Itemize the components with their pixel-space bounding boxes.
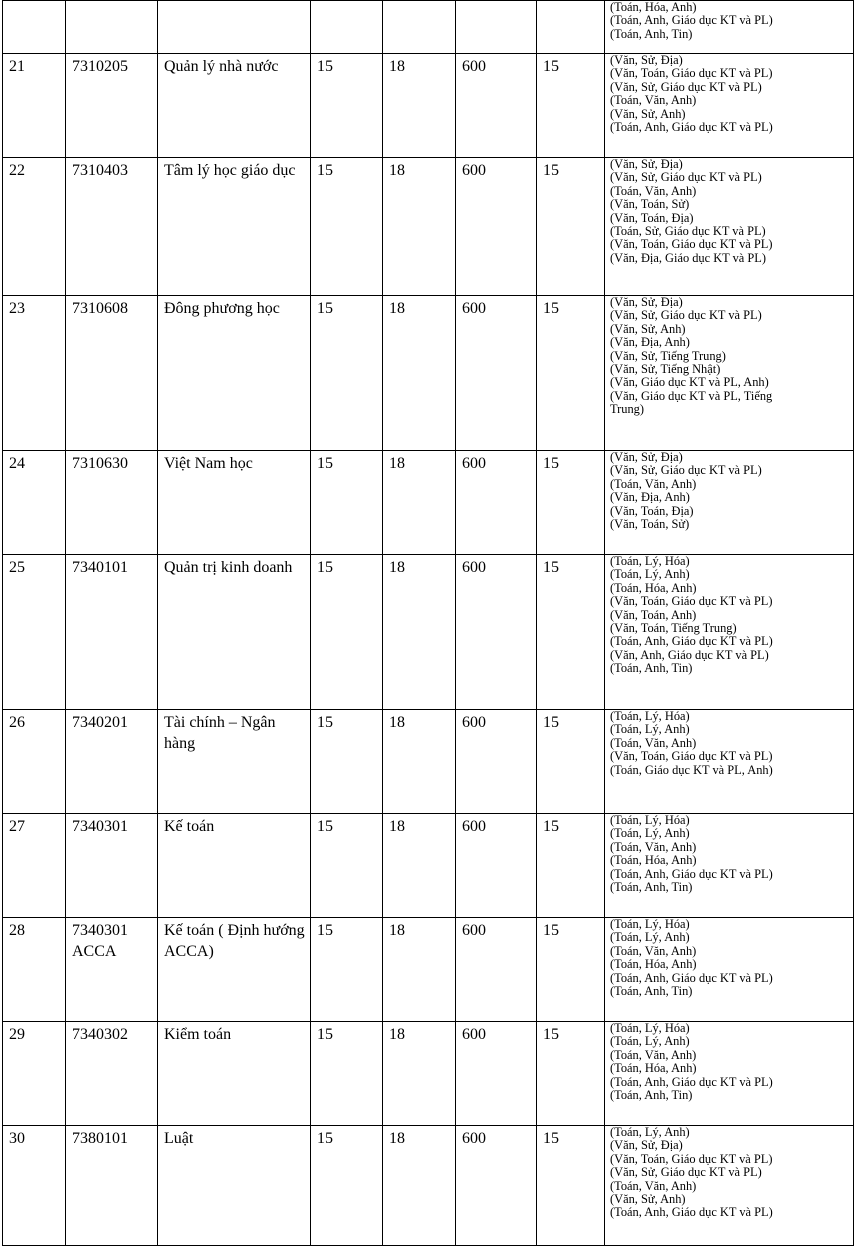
value-b: 18 xyxy=(389,58,405,75)
subject-combination: (Văn, Toán, Giáo dục KT và PL) xyxy=(610,749,773,764)
subject-combination: (Toán, Anh, Giáo dục KT và PL) xyxy=(610,119,773,134)
major-name: Quản lý nhà nước xyxy=(164,58,279,75)
subject-combination: (Toán, Văn, Anh) xyxy=(610,735,697,750)
row-number: 23 xyxy=(9,300,25,317)
value-c: 600 xyxy=(462,1130,486,1147)
subject-combination: (Toán, Lý, Hóa) xyxy=(610,709,690,723)
value-a: 15 xyxy=(317,922,333,939)
value-a: 15 xyxy=(317,559,333,576)
value-d: 15 xyxy=(543,1026,559,1043)
subject-combination: (Văn, Sử, Địa) xyxy=(610,295,683,309)
major-code: 7340101 xyxy=(72,559,128,576)
value-b-cell xyxy=(383,451,456,555)
subject-combination: (Văn, Toán, Địa) xyxy=(610,503,694,518)
major-code-cell xyxy=(66,451,158,555)
subject-combinations-cell xyxy=(605,918,854,1022)
subject-combination: (Toán, Văn, Anh) xyxy=(610,839,697,854)
subject-combination: (Toán, Lý, Anh) xyxy=(610,930,690,945)
major-name-cell xyxy=(158,555,311,710)
subject-combination: (Văn, Sử, Địa) xyxy=(610,53,683,67)
subject-combination: (Toán, Văn, Anh) xyxy=(610,476,697,491)
subject-combination: (Toán, Văn, Anh) xyxy=(610,93,697,108)
value-c-cell xyxy=(456,710,537,814)
subject-combination: (Toán, Lý, Anh) xyxy=(610,826,690,841)
subject-combination: (Văn, Sử, Tiếng Trung) xyxy=(610,348,726,363)
subject-combination: (Toán, Anh, Tin) xyxy=(610,661,693,676)
subject-combination: (Toán, Anh, Tin) xyxy=(610,983,693,998)
subject-combination: (Văn, Anh, Giáo dục KT và PL) xyxy=(610,647,769,662)
value-b: 18 xyxy=(389,922,405,939)
subject-combination: (Văn, Sử, Giáo dục KT và PL) xyxy=(610,1165,762,1180)
value-a-cell xyxy=(311,296,383,451)
major-name-cell xyxy=(158,1,311,54)
subject-combinations-cell xyxy=(605,451,854,555)
value-b-cell xyxy=(383,710,456,814)
value-c: 600 xyxy=(462,300,486,317)
value-b-cell xyxy=(383,1,456,54)
value-b-cell xyxy=(383,296,456,451)
major-name: Quản trị kinh doanh xyxy=(164,559,293,576)
value-a: 15 xyxy=(317,455,333,472)
subject-combination: (Văn, Sử, Anh) xyxy=(610,1191,686,1206)
value-a-cell xyxy=(311,918,383,1022)
major-name-cell xyxy=(158,451,311,555)
major-code-cell xyxy=(66,1126,158,1246)
value-c-cell xyxy=(456,296,537,451)
subject-combination: (Văn, Sử, Giáo dục KT và PL) xyxy=(610,79,762,94)
row-number-cell xyxy=(3,710,66,814)
subject-combinations-cell xyxy=(605,1,854,54)
subject-combination: (Toán, Lý, Anh) xyxy=(610,722,690,737)
value-b: 18 xyxy=(389,1026,405,1043)
major-code-cell xyxy=(66,1022,158,1126)
row-number: 29 xyxy=(9,1026,25,1043)
value-d: 15 xyxy=(543,1130,559,1147)
subject-combination: (Văn, Sử, Giáo dục KT và PL) xyxy=(610,170,762,185)
subject-combinations-cell xyxy=(605,710,854,814)
subject-combination: (Văn, Sử, Anh) xyxy=(610,106,686,121)
major-name-cell xyxy=(158,1022,311,1126)
major-name-cell xyxy=(158,918,311,1022)
value-b: 18 xyxy=(389,818,405,835)
value-c-cell xyxy=(456,1,537,54)
row-number-cell xyxy=(3,1022,66,1126)
subject-combination: (Toán, Hóa, Anh) xyxy=(610,0,697,14)
subject-combination: (Toán, Lý, Hóa) xyxy=(610,554,690,568)
subject-combination: (Văn, Toán, Sử) xyxy=(610,516,690,531)
row-number: 22 xyxy=(9,162,25,179)
value-a: 15 xyxy=(317,818,333,835)
value-a-cell xyxy=(311,158,383,296)
value-a-cell xyxy=(311,54,383,158)
major-name-cell xyxy=(158,296,311,451)
value-d-cell xyxy=(537,1,605,54)
major-code: 7310205 xyxy=(72,58,128,75)
major-name-cell xyxy=(158,814,311,918)
value-c: 600 xyxy=(462,818,486,835)
row-number-cell xyxy=(3,814,66,918)
value-d-cell xyxy=(537,54,605,158)
major-code-cell xyxy=(66,158,158,296)
subject-combination: (Văn, Toán, Giáo dục KT và PL) xyxy=(610,1151,773,1166)
major-code: 7380101 xyxy=(72,1130,128,1147)
row-number: 28 xyxy=(9,922,25,939)
value-a: 15 xyxy=(317,714,333,731)
major-name: Tài chính – Ngân hàng xyxy=(164,714,276,752)
subject-combination: (Toán, Anh, Tin) xyxy=(610,879,693,894)
row-number: 26 xyxy=(9,714,25,731)
value-b-cell xyxy=(383,158,456,296)
value-a-cell xyxy=(311,710,383,814)
subject-combination: (Văn, Địa, Anh) xyxy=(610,490,690,505)
value-b-cell xyxy=(383,54,456,158)
major-name-cell xyxy=(158,158,311,296)
major-code: 7340301 ACCA xyxy=(72,922,128,960)
subject-combination: (Văn, Sử, Giáo dục KT và PL) xyxy=(610,308,762,323)
row-number: 21 xyxy=(9,58,25,75)
subject-combination: (Văn, Địa, Giáo dục KT và PL) xyxy=(610,250,766,265)
table-row xyxy=(3,1126,854,1246)
table-row xyxy=(3,54,854,158)
value-a-cell xyxy=(311,814,383,918)
value-a: 15 xyxy=(317,1130,333,1147)
subject-combination: (Văn, Sử, Tiếng Nhật) xyxy=(610,361,721,376)
value-b-cell xyxy=(383,1126,456,1246)
major-name-cell xyxy=(158,54,311,158)
subject-combination: (Toán, Văn, Anh) xyxy=(610,943,697,958)
subject-combinations-cell xyxy=(605,296,854,451)
row-number: 30 xyxy=(9,1130,25,1147)
table-row xyxy=(3,710,854,814)
value-d: 15 xyxy=(543,922,559,939)
value-d-cell xyxy=(537,451,605,555)
subject-combination: Trung) xyxy=(610,402,644,417)
value-c-cell xyxy=(456,54,537,158)
subject-combination: (Văn, Toán, Giáo dục KT và PL) xyxy=(610,237,773,252)
subject-combination: (Toán, Lý, Hóa) xyxy=(610,917,690,931)
subject-combination: (Toán, Văn, Anh) xyxy=(610,183,697,198)
subject-combination: (Văn, Toán, Anh) xyxy=(610,607,697,622)
row-number: 25 xyxy=(9,559,25,576)
table-row xyxy=(3,555,854,710)
value-d-cell xyxy=(537,918,605,1022)
major-code: 7340302 xyxy=(72,1026,128,1043)
value-c: 600 xyxy=(462,922,486,939)
value-c-cell xyxy=(456,158,537,296)
value-c-cell xyxy=(456,451,537,555)
subject-combination: (Toán, Hóa, Anh) xyxy=(610,1061,697,1076)
value-d: 15 xyxy=(543,162,559,179)
value-c: 600 xyxy=(462,714,486,731)
value-c: 600 xyxy=(462,455,486,472)
value-b: 18 xyxy=(389,714,405,731)
subject-combination: (Văn, Giáo dục KT và PL, Tiếng xyxy=(610,388,773,403)
major-name-cell xyxy=(158,710,311,814)
value-d: 15 xyxy=(543,818,559,835)
subject-combinations-cell xyxy=(605,158,854,296)
subject-combination: (Văn, Sử, Anh) xyxy=(610,321,686,336)
subject-combinations-cell xyxy=(605,555,854,710)
subject-combination: (Văn, Địa, Anh) xyxy=(610,335,690,350)
subject-combination: (Toán, Hóa, Anh) xyxy=(610,957,697,972)
row-number-cell xyxy=(3,1,66,54)
major-code: 7310403 xyxy=(72,162,128,179)
major-code-cell xyxy=(66,296,158,451)
subject-combination: (Toán, Hóa, Anh) xyxy=(610,580,697,595)
value-d: 15 xyxy=(543,455,559,472)
table-row xyxy=(3,158,854,296)
row-number-cell xyxy=(3,296,66,451)
table-row xyxy=(3,1022,854,1126)
value-d: 15 xyxy=(543,58,559,75)
value-a: 15 xyxy=(317,1026,333,1043)
row-number-cell xyxy=(3,555,66,710)
major-name: Đông phương học xyxy=(164,300,280,317)
major-code: 7340301 xyxy=(72,818,128,835)
value-b-cell xyxy=(383,918,456,1022)
value-c: 600 xyxy=(462,58,486,75)
subject-combinations-cell xyxy=(605,54,854,158)
subject-combination: (Toán, Anh, Giáo dục KT và PL) xyxy=(610,1074,773,1089)
major-code: 7340201 xyxy=(72,714,128,731)
value-a-cell xyxy=(311,1,383,54)
value-c-cell xyxy=(456,918,537,1022)
major-name: Tâm lý học giáo dục xyxy=(164,162,296,179)
subject-combination: (Văn, Sử, Giáo dục KT và PL) xyxy=(610,463,762,478)
subject-combination: (Toán, Lý, Hóa) xyxy=(610,1021,690,1035)
subject-combination: (Toán, Văn, Anh) xyxy=(610,1047,697,1062)
table-row xyxy=(3,918,854,1022)
major-code: 7310608 xyxy=(72,300,128,317)
value-c-cell xyxy=(456,1126,537,1246)
subject-combination: (Toán, Lý, Anh) xyxy=(610,567,690,582)
row-number: 27 xyxy=(9,818,25,835)
value-d: 15 xyxy=(543,559,559,576)
value-d: 15 xyxy=(543,714,559,731)
value-a: 15 xyxy=(317,300,333,317)
subject-combination: (Toán, Anh, Tin) xyxy=(610,1087,693,1102)
subject-combination: (Toán, Lý, Anh) xyxy=(610,1034,690,1049)
major-name-cell xyxy=(158,1126,311,1246)
major-name: Kế toán xyxy=(164,818,215,835)
subject-combination: (Toán, Lý, Anh) xyxy=(610,1125,690,1139)
value-b: 18 xyxy=(389,162,405,179)
subject-combination: (Văn, Toán, Tiếng Trung) xyxy=(610,620,737,635)
subject-combination: (Văn, Toán, Giáo dục KT và PL) xyxy=(610,66,773,81)
value-d-cell xyxy=(537,1126,605,1246)
row-number-cell xyxy=(3,1126,66,1246)
subject-combination: (Toán, Hóa, Anh) xyxy=(610,853,697,868)
row-number-cell xyxy=(3,451,66,555)
major-name: Luật xyxy=(164,1130,194,1147)
table-row xyxy=(3,814,854,918)
subject-combination: (Toán, Lý, Hóa) xyxy=(610,813,690,827)
value-c-cell xyxy=(456,814,537,918)
subject-combination: (Toán, Anh, Tin) xyxy=(610,26,693,41)
subject-combination: (Toán, Văn, Anh) xyxy=(610,1178,697,1193)
major-name: Kế toán ( Định hướng ACCA) xyxy=(164,922,305,960)
value-c: 600 xyxy=(462,559,486,576)
major-code-cell xyxy=(66,555,158,710)
subject-combination: (Văn, Giáo dục KT và PL, Anh) xyxy=(610,375,769,390)
subject-combination: (Văn, Toán, Giáo dục KT và PL) xyxy=(610,594,773,609)
value-a: 15 xyxy=(317,58,333,75)
row-number: 24 xyxy=(9,455,25,472)
major-code-cell xyxy=(66,710,158,814)
subject-combinations-cell xyxy=(605,1126,854,1246)
value-c: 600 xyxy=(462,162,486,179)
subject-combinations-cell xyxy=(605,814,854,918)
subject-combination: (Toán, Anh, Giáo dục KT và PL) xyxy=(610,634,773,649)
admission-table xyxy=(2,0,854,1246)
value-b: 18 xyxy=(389,455,405,472)
value-a-cell xyxy=(311,1022,383,1126)
value-a-cell xyxy=(311,1126,383,1246)
subject-combination: (Văn, Toán, Sử) xyxy=(610,197,690,212)
subject-combination: (Toán, Anh, Giáo dục KT và PL) xyxy=(610,866,773,881)
major-code-cell xyxy=(66,814,158,918)
table-row xyxy=(3,451,854,555)
value-a-cell xyxy=(311,555,383,710)
value-d-cell xyxy=(537,555,605,710)
value-d: 15 xyxy=(543,300,559,317)
value-c-cell xyxy=(456,555,537,710)
value-c-cell xyxy=(456,1022,537,1126)
value-b-cell xyxy=(383,814,456,918)
subject-combination: (Toán, Anh, Giáo dục KT và PL) xyxy=(610,970,773,985)
value-d-cell xyxy=(537,1022,605,1126)
value-b-cell xyxy=(383,1022,456,1126)
value-d-cell xyxy=(537,158,605,296)
value-b: 18 xyxy=(389,1130,405,1147)
value-b: 18 xyxy=(389,300,405,317)
row-number-cell xyxy=(3,54,66,158)
subject-combination: (Toán, Anh, Giáo dục KT và PL) xyxy=(610,1205,773,1220)
value-b: 18 xyxy=(389,559,405,576)
major-name: Kiểm toán xyxy=(164,1026,232,1043)
subject-combination: (Toán, Giáo dục KT và PL, Anh) xyxy=(610,762,773,777)
value-d-cell xyxy=(537,296,605,451)
major-code: 7310630 xyxy=(72,455,128,472)
value-a-cell xyxy=(311,451,383,555)
row-number-cell xyxy=(3,918,66,1022)
major-name: Việt Nam học xyxy=(164,455,253,472)
value-b-cell xyxy=(383,555,456,710)
major-code-cell xyxy=(66,918,158,1022)
subject-combination: (Văn, Toán, Địa) xyxy=(610,210,694,225)
subject-combination: (Toán, Anh, Giáo dục KT và PL) xyxy=(610,13,773,28)
value-d-cell xyxy=(537,814,605,918)
table-row xyxy=(3,296,854,451)
major-code-cell xyxy=(66,54,158,158)
row-number-cell xyxy=(3,158,66,296)
subject-combination: (Văn, Sử, Địa) xyxy=(610,450,683,464)
subject-combination: (Văn, Sử, Địa) xyxy=(610,157,683,171)
value-d-cell xyxy=(537,710,605,814)
table-row xyxy=(3,1,854,54)
major-code-cell xyxy=(66,1,158,54)
subject-combination: (Văn, Sử, Địa) xyxy=(610,1138,683,1153)
subject-combinations-cell xyxy=(605,1022,854,1126)
subject-combination: (Toán, Sử, Giáo dục KT và PL) xyxy=(610,223,766,238)
value-c: 600 xyxy=(462,1026,486,1043)
value-a: 15 xyxy=(317,162,333,179)
table-body xyxy=(3,1,854,1246)
